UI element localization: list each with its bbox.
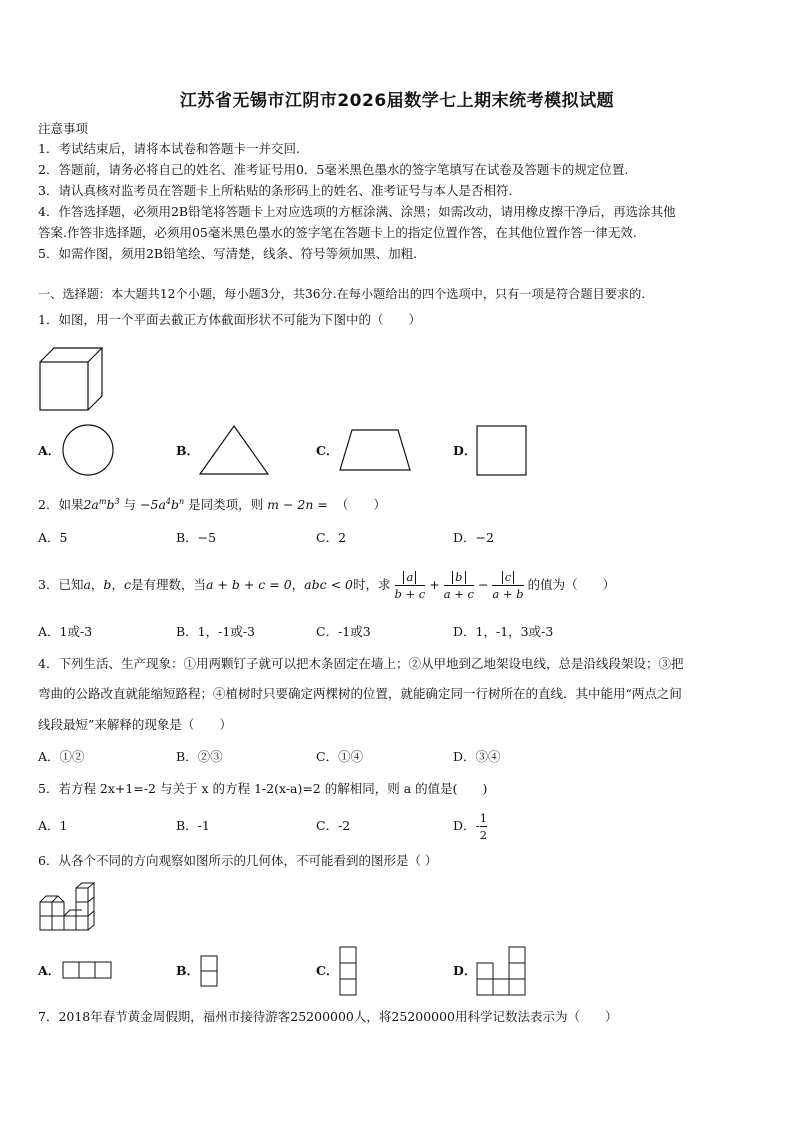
note-item-2: 2．答题前，请务必将自己的姓名、准考证号用0．5毫米黑色墨水的签字笔填写在试卷及答题卡的规定位置. xyxy=(38,162,629,177)
trapezoid-icon xyxy=(338,428,412,472)
q3-option-c[interactable]: C．-1或3 xyxy=(316,624,371,639)
q3-option-d[interactable]: D．1，-1，3或-3 xyxy=(453,624,554,639)
note-item-4-cont: 答案.作答非选择题，必须用05毫米黑色墨水的签字笔在答题卡上的指定位置作答，在其他位置作答一律无效. xyxy=(38,225,637,240)
notes-heading: 注意事项 xyxy=(38,121,89,136)
q6-option-d-label[interactable]: D． xyxy=(453,963,477,978)
square-icon xyxy=(476,425,528,477)
q4-option-b[interactable]: B．②③ xyxy=(176,749,223,764)
q3-option-a[interactable]: A．1或-3 xyxy=(38,624,93,639)
q4-option-d[interactable]: D．③④ xyxy=(453,749,501,764)
q1-option-b-label[interactable]: B． xyxy=(176,443,200,458)
two-squares-column-icon xyxy=(200,955,220,987)
page-title: 江苏省无锡市江阴市2026届数学七上期末统考模拟试题 xyxy=(179,91,615,111)
three-squares-row-icon xyxy=(62,961,112,979)
q5-option-c[interactable]: C．-2 xyxy=(316,818,351,833)
half-fraction: $\frac{1}{2}$ xyxy=(479,811,488,842)
q2-option-c[interactable]: C．2 xyxy=(316,530,347,545)
q6-option-c-label[interactable]: C． xyxy=(316,963,339,978)
q6-option-a-label[interactable]: A． xyxy=(38,963,61,978)
q3-option-b[interactable]: B．1，-1或-3 xyxy=(176,624,255,639)
q1-option-d-label[interactable]: D． xyxy=(453,443,477,458)
question-5-text: 5．若方程 2x+1=-2 与关于 x 的方程 1-2(x-a)=2 的解相同，则 a 的值是( ) xyxy=(38,781,488,796)
fraction-a: $\frac{a}{b + c}$ xyxy=(394,570,426,601)
fraction-b: $\frac{b}{a + c}$ xyxy=(443,570,474,601)
q2-option-a[interactable]: A．5 xyxy=(38,530,68,545)
question-7-text: 7．2018年春节黄金周假期，福州市接待游客25200000人，将25200000用科学记数法表示为（ ） xyxy=(38,1009,618,1024)
q5-option-d[interactable]: D．- $\frac{1}{2}$ xyxy=(453,811,488,842)
circle-icon xyxy=(60,424,116,478)
question-4-line-2: 弯曲的公路改直就能缩短路程；④植树时只要确定两棵树的位置，就能确定同一行树所在的直线．其中能用“两点之间 xyxy=(38,686,682,701)
fraction-c: $\frac{c}{a + b}$ xyxy=(492,570,524,601)
question-1-text: 1．如图，用一个平面去截正方体截面形状不可能为下图中的（ ） xyxy=(38,312,421,327)
note-item-4: 4．作答选择题，必须用2B铅笔将答题卡上对应选项的方框涂满、涂黑；如需改动，请用橡皮擦干净后，再选涂其他 xyxy=(38,204,676,219)
q1-option-c-label[interactable]: C． xyxy=(316,443,339,458)
three-squares-column-icon xyxy=(339,946,359,996)
stepped-squares-icon xyxy=(476,946,528,996)
triangle-icon xyxy=(198,424,270,476)
q1-option-a-label[interactable]: A． xyxy=(38,443,61,458)
question-6-text: 6．从各个不同的方向观察如图所示的几何体，不可能看到的图形是（ ） xyxy=(38,853,438,868)
q2-option-d[interactable]: D．−2 xyxy=(453,530,494,545)
q5-option-a[interactable]: A．1 xyxy=(38,818,68,833)
question-2-text: 2．如果$2a^mb^3$ 与 $-5a^4b^n$ 是同类项，则 m − 2n = （ ） xyxy=(38,497,386,513)
cube-figure xyxy=(38,346,106,412)
q6-option-b-label[interactable]: B． xyxy=(176,963,200,978)
section-heading: 一、选择题：本大题共12个小题，每小题3分，共36分.在每小题给出的四个选项中，只有一项是符合题目要求的. xyxy=(38,287,646,301)
note-item-5: 5．如需作图，须用2B铅笔绘、写清楚，线条、符号等须加黑、加粗. xyxy=(38,246,418,261)
note-item-1: 1．考试结束后，请将本试卷和答题卡一并交回. xyxy=(38,141,300,156)
question-4-line-1: 4．下列生活、生产现象：①用两颗钉子就可以把木条固定在墙上；②从甲地到乙地架设电线，总是沿线段架设；③把 xyxy=(38,656,684,671)
question-3-text: 3．已知a，b，c是有理数，当a + b + c = 0，abc < 0时，求 $\frac{a}{b + c}$ + $\frac{b}{a + c}$ − $\frac{c}{a + b}$ 的值为（ ） xyxy=(38,570,616,601)
q2-option-b[interactable]: B．−5 xyxy=(176,530,217,545)
q4-option-c[interactable]: C．①④ xyxy=(316,749,364,764)
q5-option-b[interactable]: B．-1 xyxy=(176,818,210,833)
question-4-line-3: 线段最短”来解释的现象是（ ） xyxy=(38,717,232,732)
q4-option-a[interactable]: A．①② xyxy=(38,749,85,764)
stacked-cubes-figure xyxy=(38,882,96,934)
note-item-3: 3．请认真核对监考员在答题卡上所粘贴的条形码上的姓名、准考证号与本人是否相符. xyxy=(38,183,513,198)
